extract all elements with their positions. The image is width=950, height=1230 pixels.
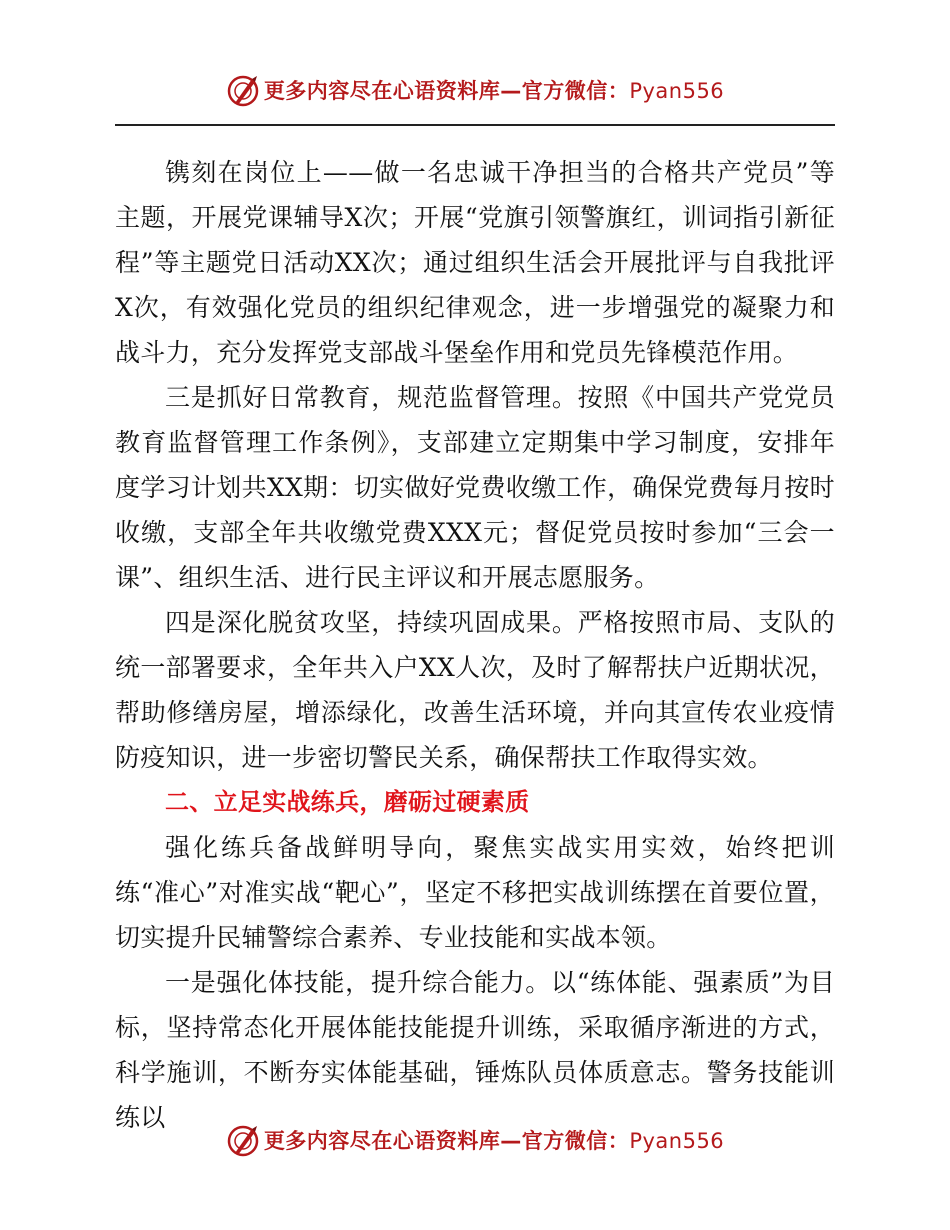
paragraph: 一是强化体技能，提升综合能力。以“练体能、强素质”为目标，坚持常态化开展体能技能提升训练，采取循序渐进的方式，科学施训，不断夯实体能基础，锤炼队员体质意志。警务技能训练以 [115, 968, 835, 1132]
footer-banner-text: 更多内容尽在心语资料库—官方微信：Pyan556 [263, 1129, 725, 1153]
paragraph: 四是深化脱贫攻坚，持续巩固成果。严格按照市局、支队的统一部署要求，全年共入户XX人次，及时了解帮扶户近期状况，帮助修缮房屋，增添绿化，改善生活环境，并向其宣传农业疫情防疫知识，进一步密切警民关系，确保帮扶工作取得实效。 [115, 608, 835, 772]
header-banner-text: 更多内容尽在心语资料库—官方微信：Pyan556 [263, 79, 725, 103]
footer-wechat-id: Pyan556 [629, 1129, 725, 1153]
section-heading: 二、立足实战练兵，磨砺过硬素质 [165, 788, 530, 816]
logo-icon [226, 1123, 260, 1157]
paragraph: 镌刻在岗位上——做一名忠诚干净担当的合格共产党员”等主题，开展党课辅导X次；开展“党旗引领警旗红，训词指引新征程”等主题党日活动XX次；通过组织生活会开展批评与自我批评X次，有效强化党员的组织纪律观念，进一步增强党的凝聚力和战斗力，充分发挥党支部战斗堡垒作用和党员先锋模范作用。 [115, 158, 835, 367]
logo-icon [226, 73, 260, 107]
paragraph: 强化练兵备战鲜明导向，聚焦实战实用实效，始终把训练“准心”对准实战“靶心”，坚定不移把实战训练摆在首要位置，切实提升民辅警综合素养、专业技能和实战本领。 [115, 833, 835, 952]
header-divider [115, 124, 835, 126]
document-body [115, 150, 835, 1140]
header-wechat-id: Pyan556 [629, 79, 725, 103]
footer-banner [0, 1120, 950, 1160]
header-banner [0, 70, 950, 110]
paragraph: 三是抓好日常教育，规范监督管理。按照《中国共产党党员教育监督管理工作条例》，支部建立定期集中学习制度，安排年度学习计划共XX期：切实做好党费收缴工作，确保党费每月按时收缴，支部全年共收缴党费XXX元；督促党员按时参加“三会一课”、组织生活、进行民主评议和开展志愿服务。 [115, 383, 835, 592]
